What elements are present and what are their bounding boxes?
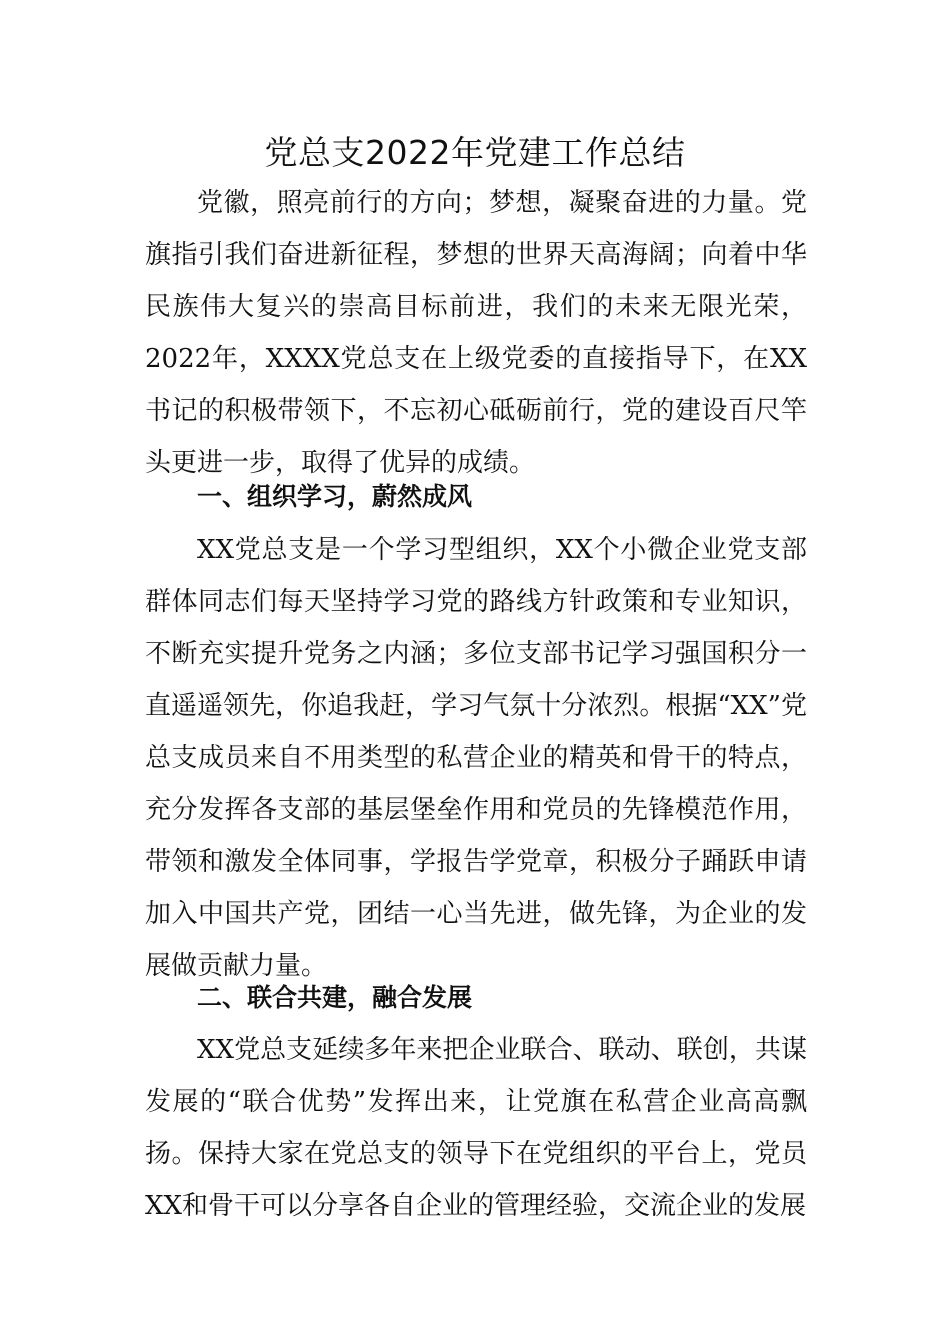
section-1-paragraph: XX党总支是一个学习型组织，XX个小微企业党支部群体同志们每天坚持学习党的路线方针政策和专业知识，不断充实提升党务之内涵；多位支部书记学习强国积分一直遥遥领先，你追我赶，学习气氛十分浓烈。根据“XX”党总支成员来自不用类型的私营企业的精英和骨干的特点，充分发挥各支部的基层堡垒作用和党员的先锋模范作用，带领和激发全体同事，学报告学党章，积极分子踊跃申请加入中国共产党，团结一心当先进，做先锋，为企业的发展做贡献力量。 <box>145 535 807 981</box>
intro-paragraph: 党徽，照亮前行的方向；梦想，凝聚奋进的力量。党旗指引我们奋进新征程，梦想的世界天高海阔；向着中华民族伟大复兴的崇高目标前进，我们的未来无限光荣，2022年，XXXX党总支在上级党委的直接指导下，在XX书记的积极带领下，不忘初心砥砺前行，党的建设百尺竿头更进一步，取得了优异的成绩。 <box>145 188 807 478</box>
section-heading-2: 二、联合共建，融合发展 <box>197 983 473 1012</box>
section-heading-1: 一、组织学习，蔚然成风 <box>197 482 473 511</box>
section-2-paragraph: XX党总支延续多年来把企业联合、联动、联创，共谋发展的“联合优势”发挥出来，让党旗在私营企业高高飘扬。保持大家在党总支的领导下在党组织的平台上，党员XX和骨干可以分享各自企业的管理经验，交流企业的发展 <box>145 1035 807 1221</box>
document-title: 党总支2022年党建工作总结 <box>264 133 686 172</box>
